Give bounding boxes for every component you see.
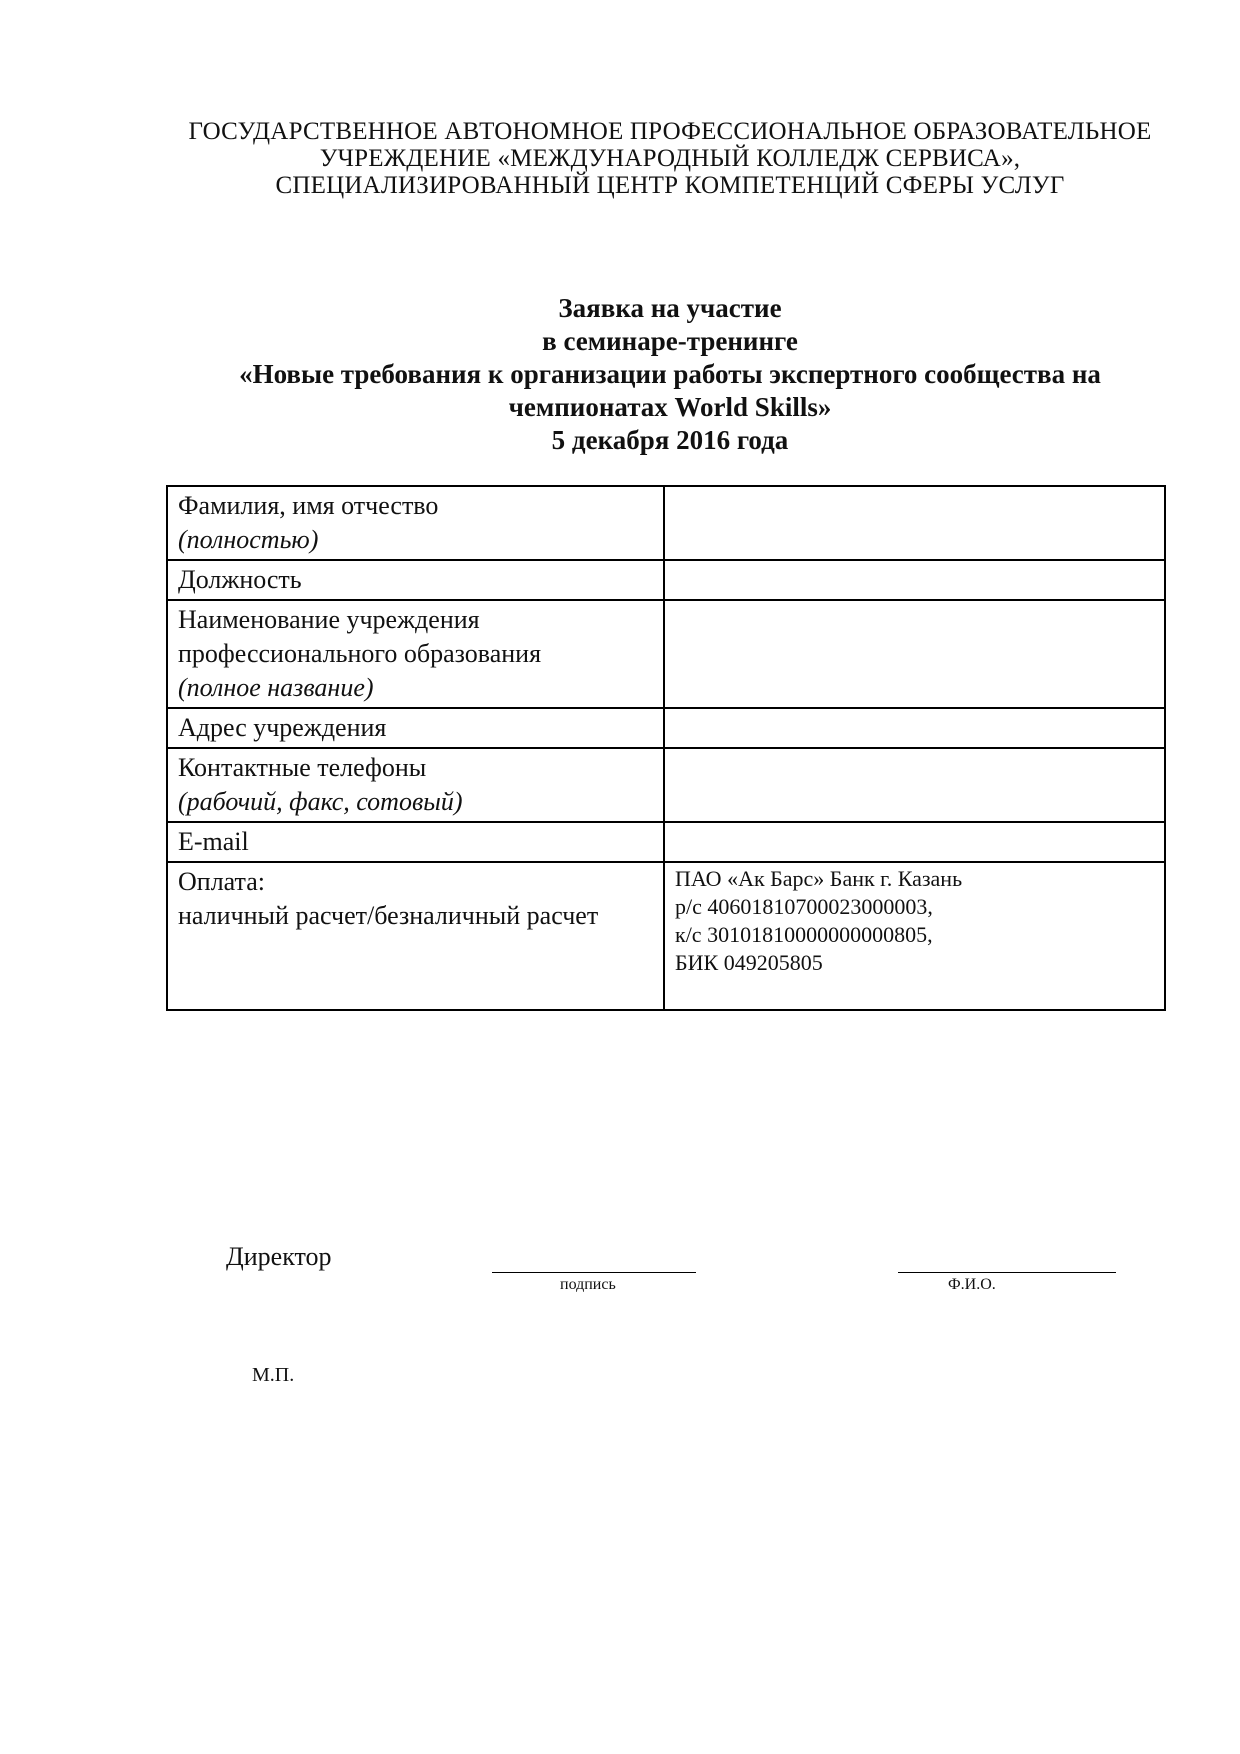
title-line: чемпионатах World Skills»: [508, 392, 832, 422]
correspondent-account: к/с 30101810000000000805,: [675, 922, 933, 947]
full-name-caption: Ф.И.О.: [948, 1276, 996, 1293]
full-name-line[interactable]: [898, 1272, 1116, 1273]
title-line: «Новые требования к организации работы экспертного сообщества на: [239, 359, 1101, 389]
payment-label-cell: [167, 862, 664, 1010]
full-name-field[interactable]: [664, 486, 1165, 560]
table-row: [167, 748, 1165, 822]
table-row: [167, 486, 1165, 560]
title-line: в семинаре-тренинге: [542, 326, 798, 356]
email-field[interactable]: [664, 822, 1165, 862]
institution-field[interactable]: [664, 600, 1165, 708]
field-hint: (полностью): [178, 525, 319, 554]
table-row: [167, 862, 1165, 1010]
settlement-account: р/с 40601810700023000003,: [675, 894, 933, 919]
field-label: Наименование учреждения: [178, 605, 480, 634]
field-label: наличный расчет/безналичный расчет: [178, 901, 599, 930]
position-label-cell: [167, 560, 664, 600]
organization-line: ГОСУДАРСТВЕННОЕ АВТОНОМНОЕ ПРОФЕССИОНАЛЬНОЕ ОБРАЗОВАТЕЛЬНОЕ: [188, 118, 1152, 145]
title-date: 5 декабря 2016 года: [551, 425, 789, 455]
address-field[interactable]: [664, 708, 1165, 748]
document-title: [150, 292, 1190, 457]
organization-line: УЧРЕЖДЕНИЕ «МЕЖДУНАРОДНЫЙ КОЛЛЕДЖ СЕРВИСА»,: [319, 145, 1021, 172]
application-form-table: [166, 485, 1166, 1011]
signature-caption: подпись: [560, 1276, 616, 1293]
phones-label-cell: [167, 748, 664, 822]
table-row: [167, 822, 1165, 862]
field-label: профессионального образования: [178, 639, 542, 668]
bik-code: БИК 049205805: [675, 950, 823, 975]
institution-label-cell: [167, 600, 664, 708]
table-row: [167, 560, 1165, 600]
email-label-cell: [167, 822, 664, 862]
bank-name: ПАО «Ак Барс» Банк г. Казань: [675, 866, 963, 891]
title-line: Заявка на участие: [558, 293, 782, 323]
table-row: [167, 708, 1165, 748]
field-label: Должность: [178, 565, 302, 594]
field-hint: (полное название): [178, 673, 374, 702]
field-label: Фамилия, имя отчество: [178, 491, 439, 520]
stamp-place-label: М.П.: [252, 1364, 295, 1386]
phones-field[interactable]: [664, 748, 1165, 822]
field-label: Контактные телефоны: [178, 753, 427, 782]
organization-header: [150, 118, 1190, 199]
field-label: Адрес учреждения: [178, 713, 387, 742]
field-label: Оплата:: [178, 867, 265, 896]
address-label-cell: [167, 708, 664, 748]
organization-line: СПЕЦИАЛИЗИРОВАННЫЙ ЦЕНТР КОМПЕТЕНЦИЙ СФЕРЫ УСЛУГ: [275, 172, 1065, 199]
table-row: [167, 600, 1165, 708]
payment-details-cell: [664, 862, 1165, 1010]
director-label: Директор: [226, 1242, 332, 1271]
position-field[interactable]: [664, 560, 1165, 600]
signature-line[interactable]: [492, 1272, 696, 1273]
full-name-label-cell: [167, 486, 664, 560]
field-label: E-mail: [178, 827, 249, 856]
field-hint: (рабочий, факс, сотовый): [178, 787, 463, 816]
